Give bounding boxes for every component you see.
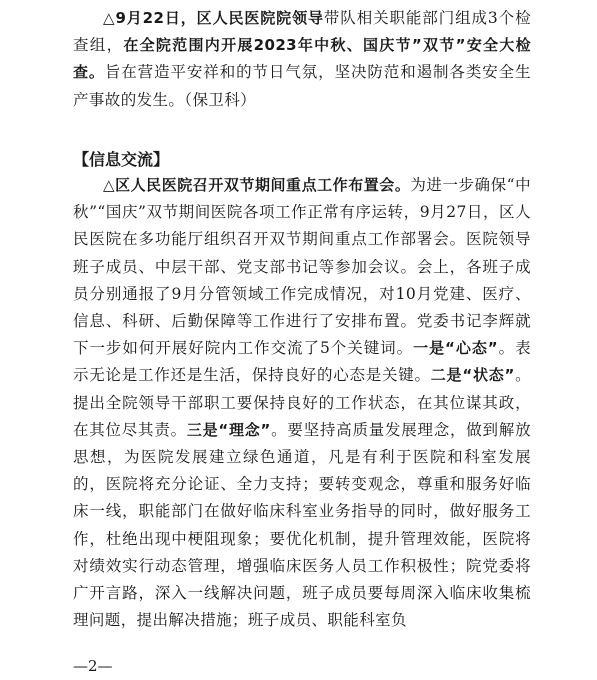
- bold-text: 在全院范围内开展2023年中秋、国庆节”双节”安全大检查。: [73, 36, 531, 82]
- keyword-1: 一是“心态”: [413, 339, 499, 358]
- keyword-2: 二是“状态”: [430, 366, 515, 385]
- paragraph-safety-inspection: [73, 5, 531, 114]
- text: 。要坚持高质量发展理念，做到解放思想，为医院发展建立绿色通道，凡是有利于医院和科室发展的，医院将充分论证、全力支持；要转变观念，尊重和服务好临床一线，职能部门在做好临床科室业务指导的同时，做好服务工作，杜绝出现中梗阻现象；要优化机制，提升管理效能，医院将对绩效实行动态管理，增强临床医务人员工作积极性；院党委将广开言路，深入一线解决问题，班子成员要每周深入临床收集梳理问题，提出解决措施；班子成员、职能科室负: [73, 420, 531, 630]
- text: 旨在营造平安祥和的节日气氛，坚决防范和遏制各类安全生产事故的发生。（保卫科）: [73, 63, 531, 109]
- paragraph-meeting: [73, 172, 531, 634]
- text: 带队相关职能部门组成3个检查组，: [73, 9, 531, 55]
- page-number: —2—: [73, 657, 113, 675]
- text: 为进一步确保“中秋”“国庆”双节期间医院各项工作正常有序运转，9月27日，区人民医院在多功能厅组织召开双节期间重点工作部署会。医院领导班子成员、中层干部、党支部书记等参加会议。会上，各班子成员分别通报了9月分管领域工作完成情况，对10月党建、医疗、信息、科研、后勤保障等工作进行了安排布置。党委书记李辉就下一步如何开展好院内工作交流了5个关键词。: [73, 176, 531, 358]
- bold-lead: △9月22日，区人民医院院领导: [103, 9, 324, 27]
- text: 。表示无论是工作还是生活，保持良好的心态是关键。: [73, 339, 532, 385]
- keyword-3: 三是“理念”: [186, 420, 271, 439]
- section-heading: 【信息交流】: [73, 150, 170, 169]
- text: 。提出全院领导干部职工要保持良好的工作状态，在其位谋其政，在其位尽其责。: [73, 366, 531, 439]
- bold-lead: △区人民医院召开双节期间重点工作布置会。: [103, 176, 411, 194]
